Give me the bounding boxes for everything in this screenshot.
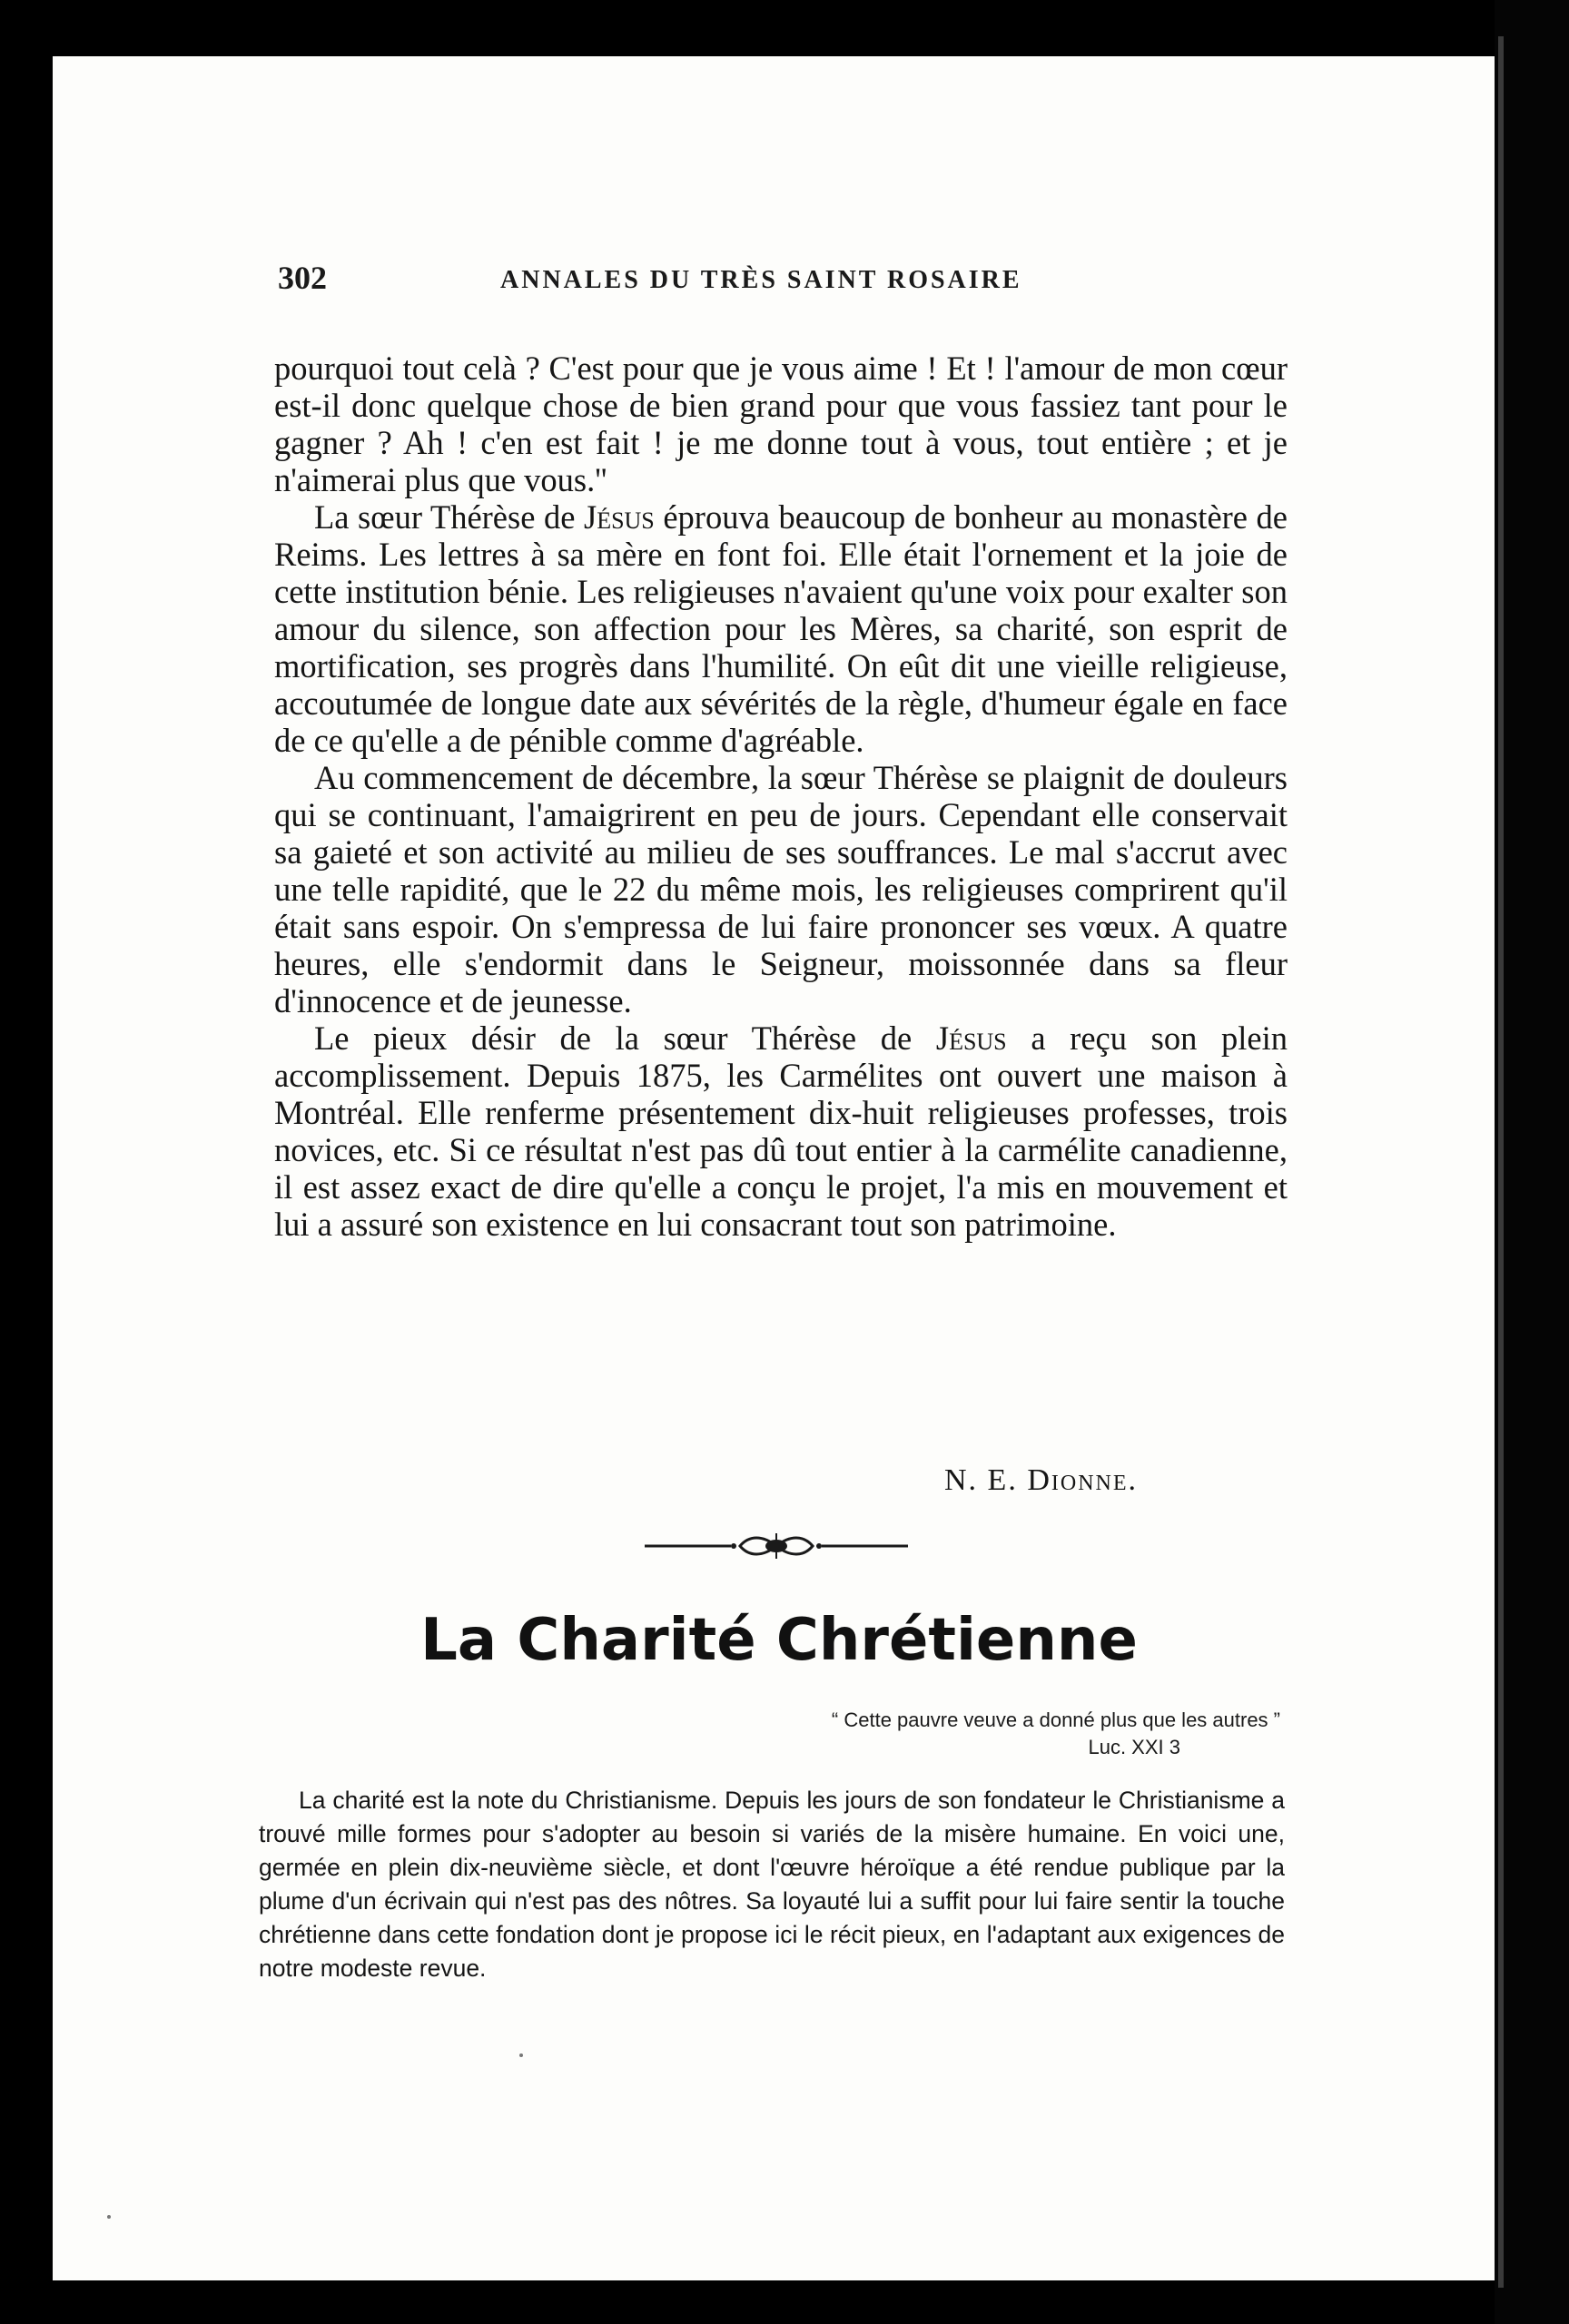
paragraph-2 [274,498,1288,759]
ornament-divider-icon [645,1528,908,1564]
scan-border-right [1495,0,1569,2324]
running-title: ANNALES DU TRÈS SAINT ROSAIRE [500,266,1022,294]
page-header [278,259,1286,304]
scan-speck [107,2215,111,2219]
paragraph-2-name: Jésus [583,498,655,536]
paragraph-4 [274,1019,1288,1243]
author-signature [944,1463,1138,1498]
paragraph-4-start: Le pieux désir de la sœur Thérèse de [314,1019,936,1057]
epigraph-reference: Luc. XXI 3 [1088,1736,1180,1758]
paragraph-1: pourquoi tout celà ? C'est pour que je vous aime ! Et ! l'amour de mon cœur est-il donc quelque chose de bien grand pour que vous fassiez tant pour le gagner ? Ah ! c'en est fait ! je me donne tout à vous, tout entière ; et je n'aimerai plus que vous.'' [274,350,1288,498]
page-edge-line [1498,36,1504,2288]
section-intro [259,1784,1285,1985]
scan-speck [519,2053,523,2057]
intro-paragraph: La charité est la note du Christianisme. Depuis les jours de son fondateur le Christianisme a trouvé mille formes pour s'adopter au besoin si variés de la misère humaine. En voici une, germée en plein dix-neuvième siècle, et dont l'œuvre héroïque a été rendue publique par la plume d'un écrivain qui n'est pas des nôtres. Sa loyauté lui a suffit pour lui faire sentir la touche chrétienne dans cette fondation dont je propose ici le récit pieux, en l'adaptant aux exigences de notre modeste revue. [259,1787,1285,1982]
paragraph-3: Au commencement de décembre, la sœur Thérèse se plaignit de douleurs qui se continuant, l'amaigrirent en peu de jours. Cependant elle conservait sa gaieté et son activité au milieu de ses souffrances. Le mal s'accrut avec une telle rapidité, que le 22 du même mois, les religieuses comprirent qu'il était sans espoir. On s'empressa de lui faire prononcer ses vœux. A quatre heures, elle s'endormit dans le Seigneur, moissonnée dans sa fleur d'innocence et de jeunesse. [274,759,1288,1019]
signature-initials: N. E. [944,1463,1028,1497]
paragraph-4-rest: a reçu son plein accomplissement. Depuis 1875, les Carmélites ont ouvert une maison à Montréal. Elle renferme présentement dix-huit religieuses professes, trois novices, etc. Si ce résultat n'est pas dû tout entier à la carmélite canadienne, il est assez exact de dire qu'elle a conçu le projet, l'a mis en mouvement et lui a assuré son existence en lui consacrant tout son patrimoine. [274,1019,1288,1243]
paragraph-4-name: Jésus [935,1019,1007,1057]
signature-name: Dionne. [1027,1463,1139,1497]
paragraph-2-rest: éprouva beaucoup de bonheur au monastère de Reims. Les lettres à sa mère en font foi. Elle était l'ornement et la joie de cette institution bénie. Les religieuses n'avaient qu'une voix pour exalter son amour du silence, son affection pour les Mères, sa charité, son esprit de mortification, ses progrès dans l'humilité. On eût dit une vieille religieuse, accoutumée de longue date aux sévérités de la règle, d'humeur égale en face de ce qu'elle a de pénible comme d'agréable. [274,498,1288,759]
page-number: 302 [278,260,327,296]
epigraph-quote: “ Cette pauvre veuve a donné plus que les autres ” [831,1709,1280,1731]
section-title: La Charité Chrétienne [420,1607,1138,1674]
article-body [274,350,1288,1243]
paragraph-2-start: La sœur Thérèse de [314,498,584,536]
epigraph [690,1707,1280,1761]
